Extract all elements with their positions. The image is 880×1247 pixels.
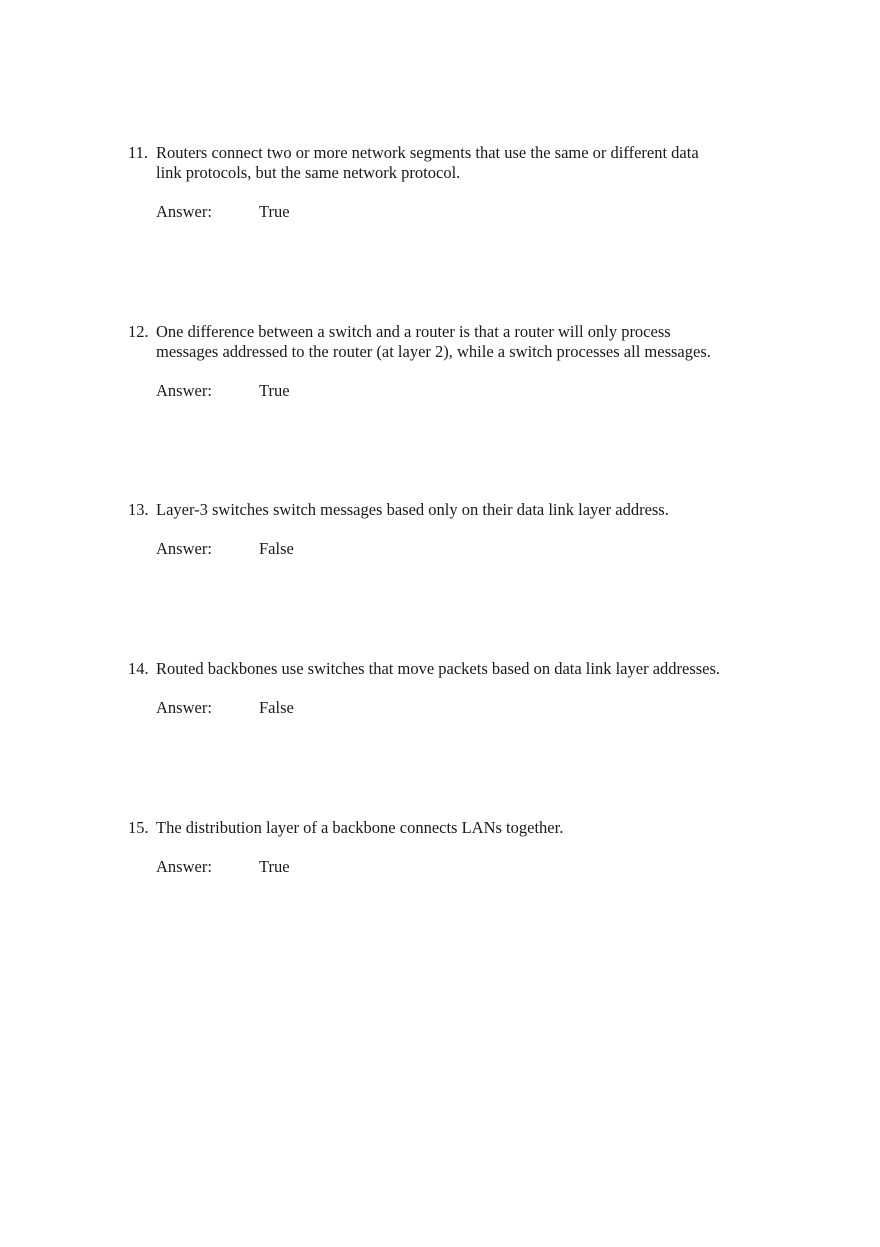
question-text: Layer-3 switches switch messages based only on their data link layer address. — [156, 500, 669, 519]
answer-label: Answer: — [156, 539, 212, 558]
question-text: Routed backbones use switches that move packets based on data link layer addresses. — [156, 659, 721, 678]
answer-row — [156, 857, 768, 877]
question-row — [128, 143, 768, 183]
question-11 — [128, 143, 768, 222]
question-12 — [128, 322, 768, 401]
answer-label: Answer: — [156, 857, 212, 876]
question-row — [128, 659, 768, 679]
question-row — [128, 322, 768, 362]
question-text: The distribution layer of a backbone connects LANs together. — [156, 818, 564, 837]
answer-label: Answer: — [156, 698, 212, 717]
question-row — [128, 500, 768, 520]
question-row — [128, 818, 768, 838]
answer-value: True — [259, 381, 290, 400]
question-number: 12. — [128, 322, 149, 341]
answer-value: False — [259, 539, 294, 558]
answer-label: Answer: — [156, 381, 212, 400]
question-text: Routers connect two or more network segments that use the same or different data link protocols, but the same network protocol. — [156, 143, 699, 182]
question-15 — [128, 818, 768, 877]
answer-row — [156, 539, 768, 559]
answer-row — [156, 202, 768, 222]
question-14 — [128, 659, 768, 718]
answer-value: True — [259, 857, 290, 876]
answer-value: True — [259, 202, 290, 221]
answer-label: Answer: — [156, 202, 212, 221]
question-13 — [128, 500, 768, 559]
question-text: One difference between a switch and a router is that a router will only process messages addressed to the router (at layer 2), while a switch processes all messages. — [156, 322, 711, 361]
answer-row — [156, 698, 768, 718]
answer-row — [156, 381, 768, 401]
answer-value: False — [259, 698, 294, 717]
question-number: 14. — [128, 659, 149, 678]
question-number: 15. — [128, 818, 149, 837]
question-number: 13. — [128, 500, 149, 519]
question-number: 11. — [128, 143, 149, 162]
